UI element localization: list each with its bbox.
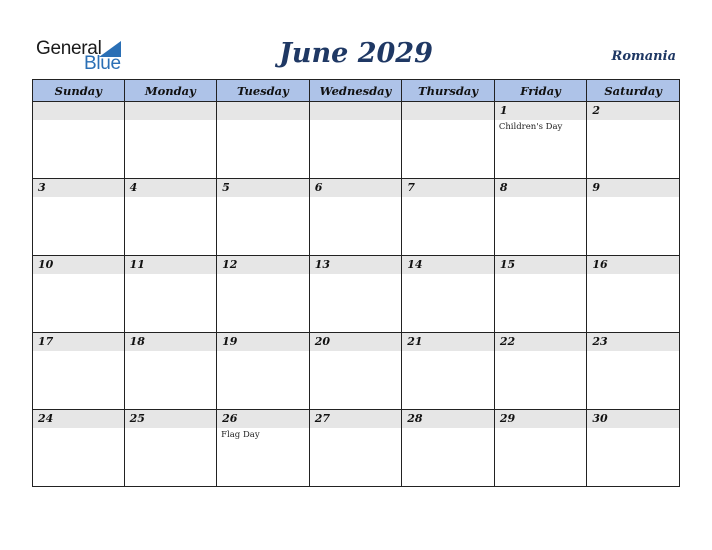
day-number-band — [310, 333, 402, 351]
day-number: 12 — [222, 258, 238, 271]
day-number-band — [402, 256, 494, 274]
country-label: Romania — [611, 49, 676, 64]
day-number-band — [402, 333, 494, 351]
day-cell — [587, 256, 680, 333]
day-cell — [310, 102, 403, 179]
day-number-band — [310, 410, 402, 428]
day-number: 3 — [38, 181, 46, 194]
day-number-band — [33, 333, 124, 351]
day-number: 22 — [499, 335, 516, 348]
day-number: 24 — [38, 412, 54, 425]
day-number: 11 — [129, 258, 145, 271]
day-number-band — [33, 256, 124, 274]
day-cell — [125, 333, 218, 410]
day-number-band — [495, 102, 587, 120]
day-number: 28 — [407, 412, 423, 425]
day-number-band — [310, 256, 402, 274]
day-number-band — [217, 102, 309, 120]
page-title: June 2029 — [279, 38, 433, 69]
day-number: 30 — [592, 412, 608, 425]
day-cell — [402, 179, 495, 256]
day-number-band — [217, 410, 309, 428]
day-cell — [32, 102, 125, 179]
day-number-band — [33, 102, 124, 120]
calendar-week-row — [32, 333, 680, 410]
day-cell — [587, 102, 680, 179]
day-number: 26 — [222, 412, 238, 425]
weekday-header: Monday — [125, 79, 218, 102]
day-cell — [402, 410, 495, 487]
calendar-week-row — [32, 102, 680, 179]
day-number-band — [217, 179, 309, 197]
holiday-label: Children's Day — [498, 122, 563, 132]
day-number: 18 — [129, 335, 145, 348]
weekday-header-row — [32, 79, 680, 102]
day-cell — [310, 410, 403, 487]
day-cell — [217, 256, 310, 333]
logo-text-general: General — [36, 38, 102, 59]
weekday-header: Friday — [495, 79, 588, 102]
day-number-band — [125, 179, 217, 197]
day-cell — [587, 333, 680, 410]
day-number: 21 — [407, 335, 423, 348]
day-number: 1 — [499, 104, 508, 117]
day-cell — [495, 333, 588, 410]
day-cell — [217, 179, 310, 256]
day-number-band — [33, 179, 124, 197]
day-number: 9 — [592, 181, 601, 194]
day-cell — [495, 256, 588, 333]
day-number: 17 — [38, 335, 54, 348]
day-number-band — [587, 333, 679, 351]
day-number-band — [587, 410, 679, 428]
day-number: 6 — [314, 181, 323, 194]
day-number-band — [310, 102, 402, 120]
day-number-band — [125, 410, 217, 428]
day-number-band — [495, 410, 587, 428]
day-cell — [217, 333, 310, 410]
day-number-band — [402, 102, 494, 120]
day-cell — [402, 102, 495, 179]
day-cell — [587, 179, 680, 256]
calendar-weeks — [32, 102, 680, 487]
day-number: 8 — [499, 181, 508, 194]
calendar-week-row — [32, 410, 680, 487]
day-number: 15 — [499, 258, 516, 271]
calendar-grid — [32, 79, 680, 486]
day-number-band — [495, 256, 587, 274]
day-number-band — [402, 179, 494, 197]
day-number: 10 — [38, 258, 54, 271]
day-cell — [32, 256, 125, 333]
day-cell — [402, 256, 495, 333]
day-number-band — [402, 410, 494, 428]
day-number: 5 — [222, 181, 230, 194]
day-number: 2 — [592, 104, 601, 117]
day-cell — [32, 333, 125, 410]
day-number: 20 — [314, 335, 330, 348]
day-cell — [310, 333, 403, 410]
weekday-header: Thursday — [402, 79, 495, 102]
day-cell — [495, 102, 588, 179]
day-number: 29 — [499, 412, 516, 425]
day-number: 25 — [129, 412, 145, 425]
day-number: 23 — [592, 335, 608, 348]
day-cell — [402, 333, 495, 410]
day-number-band — [125, 256, 217, 274]
day-number: 19 — [222, 335, 238, 348]
weekday-header: Sunday — [32, 79, 125, 102]
day-cell — [587, 410, 680, 487]
day-number-band — [125, 333, 217, 351]
day-cell — [32, 179, 125, 256]
calendar-week-row — [32, 179, 680, 256]
day-number: 13 — [314, 258, 330, 271]
day-number: 27 — [314, 412, 330, 425]
day-cell — [125, 102, 218, 179]
day-number: 7 — [407, 181, 415, 194]
day-cell — [125, 179, 218, 256]
day-number-band — [217, 256, 309, 274]
day-cell — [310, 179, 403, 256]
day-cell — [495, 179, 588, 256]
day-number: 4 — [129, 181, 138, 194]
day-number-band — [310, 179, 402, 197]
day-number-band — [217, 333, 309, 351]
day-cell — [495, 410, 588, 487]
calendar-week-row — [32, 256, 680, 333]
day-number: 16 — [592, 258, 608, 271]
logo-text-blue: Blue — [84, 53, 121, 74]
day-cell — [125, 256, 218, 333]
day-number-band — [587, 179, 679, 197]
day-cell — [217, 410, 310, 487]
day-number: 14 — [407, 258, 423, 271]
weekday-header: Wednesday — [310, 79, 403, 102]
weekday-header: Tuesday — [217, 79, 310, 102]
day-number-band — [33, 410, 124, 428]
day-number-band — [495, 333, 587, 351]
day-cell — [217, 102, 310, 179]
day-number-band — [495, 179, 587, 197]
weekday-header: Saturday — [587, 79, 680, 102]
day-number-band — [587, 102, 679, 120]
day-cell — [125, 410, 218, 487]
holiday-label: Flag Day — [221, 430, 260, 440]
day-cell — [310, 256, 403, 333]
day-number-band — [587, 256, 679, 274]
day-cell — [32, 410, 125, 487]
day-number-band — [125, 102, 217, 120]
